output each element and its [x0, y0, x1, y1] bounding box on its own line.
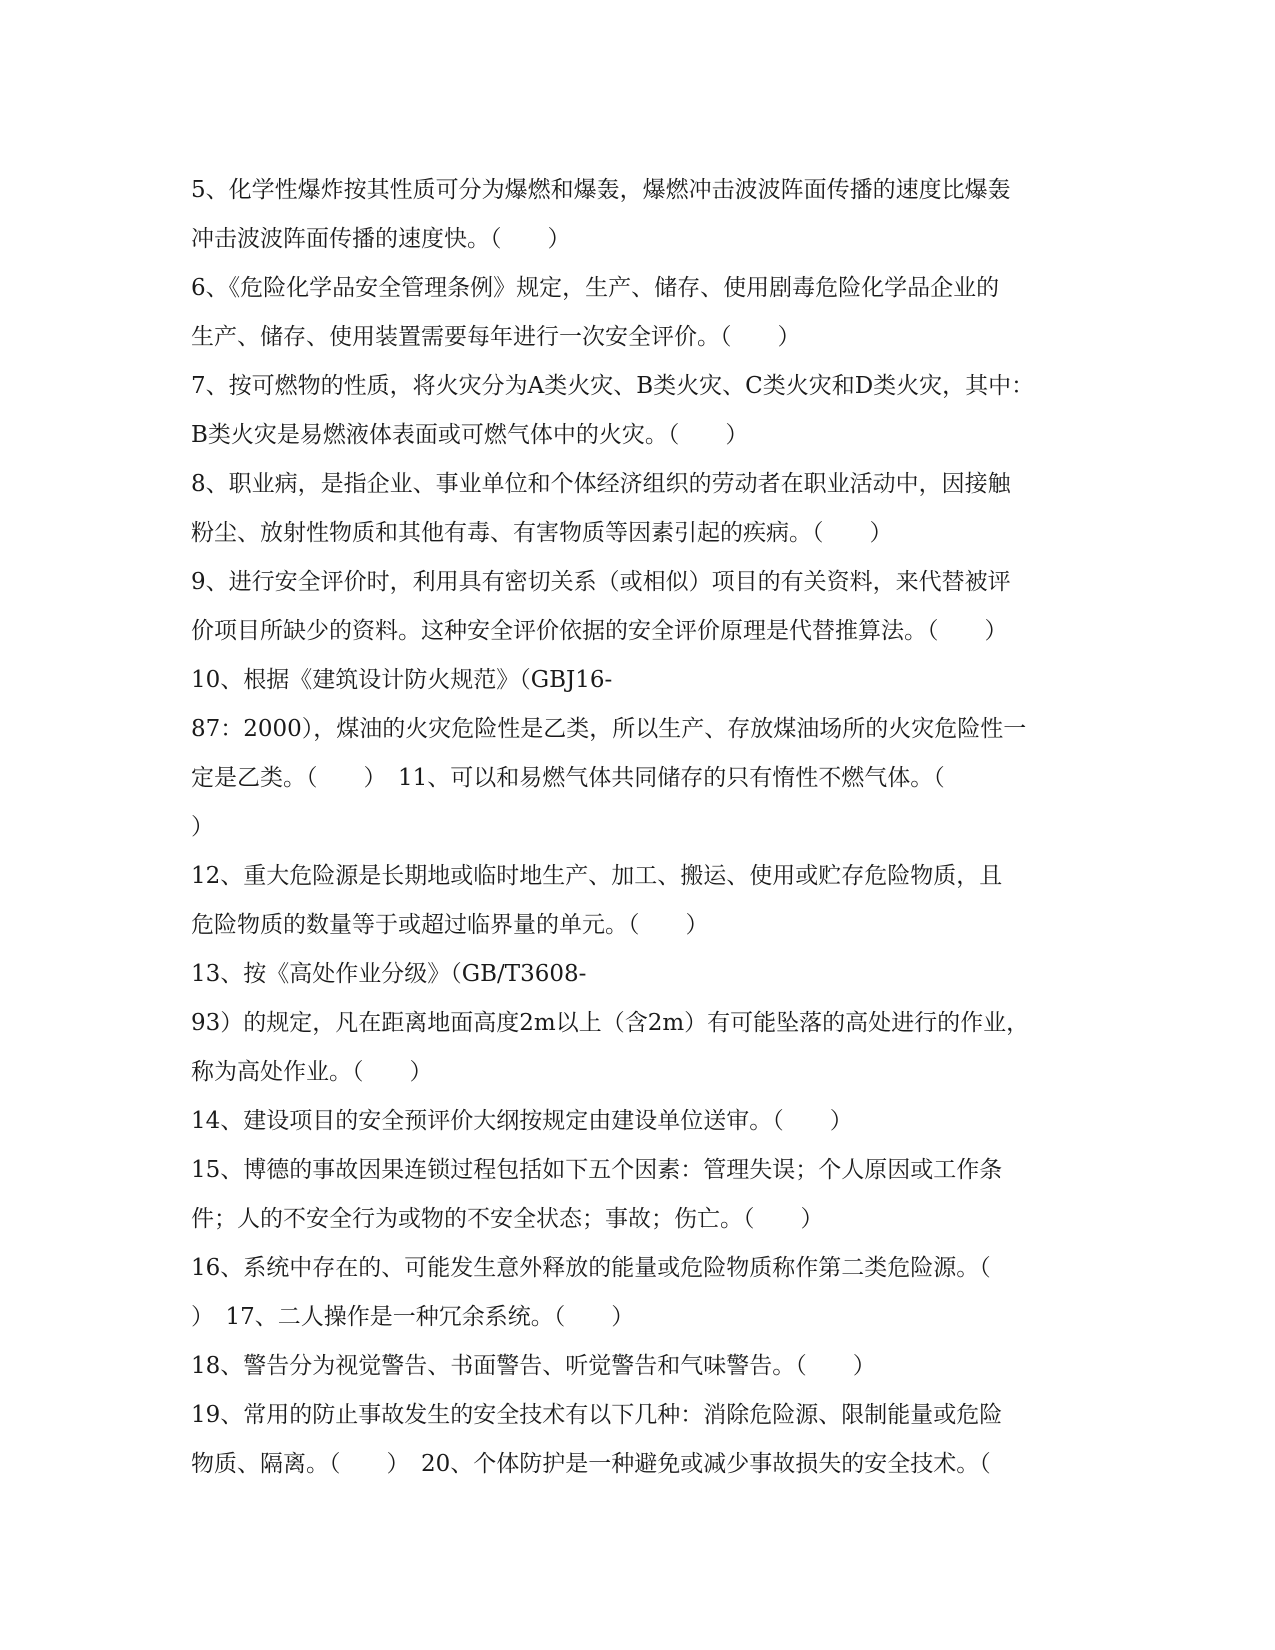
text-line: 19、常用的防止事故发生的安全技术有以下几种：消除危险源、限制能量或危险: [191, 1402, 1003, 1428]
text-line: ） 17、二人操作是一种冗余系统。（ ）: [191, 1304, 635, 1330]
text-line: 冲击波波阵面传播的速度快。（ ）: [191, 226, 571, 252]
text-line: 8、职业病，是指企业、事业单位和个体经济组织的劳动者在职业活动中，因接触: [191, 471, 1011, 497]
text-line: 称为高处作业。（ ）: [191, 1059, 433, 1085]
text-line: 16、系统中存在的、可能发生意外释放的能量或危险物质称作第二类危险源。（: [191, 1255, 991, 1281]
text-line: 价项目所缺少的资料。这种安全评价依据的安全评价原理是代替推算法。（ ）: [191, 618, 1008, 644]
text-line: 10、根据《建筑设计防火规范》（GBJ16-: [191, 667, 613, 693]
text-line: 13、按《高处作业分级》（GB/T3608-: [191, 961, 587, 987]
text-line: 18、警告分为视觉警告、书面警告、听觉警告和气味警告。（ ）: [191, 1353, 876, 1379]
text-line: 生产、储存、使用装置需要每年进行一次安全评价。（ ）: [191, 324, 801, 350]
text-line: 物质、隔离。（ ） 20、个体防护是一种避免或减少事故损失的安全技术。（: [191, 1451, 991, 1477]
text-line: 危险物质的数量等于或超过临界量的单元。（ ）: [191, 912, 709, 938]
text-line: 6、《危险化学品安全管理条例》规定，生产、储存、使用剧毒危险化学品企业的: [191, 275, 1000, 301]
text-line: 87：2000），煤油的火灾危险性是乙类，所以生产、存放煤油场所的火灾危险性一: [191, 716, 1027, 742]
question-list: [191, 166, 1081, 1489]
text-line: B类火灾是易燃液体表面或可燃气体中的火灾。（ ）: [191, 422, 749, 448]
text-line: 件；人的不安全行为或物的不安全状态；事故；伤亡。（ ）: [191, 1206, 824, 1232]
text-line: 12、重大危险源是长期地或临时地生产、加工、搬运、使用或贮存危险物质，且: [191, 863, 1003, 889]
text-line: 93）的规定，凡在距离地面高度2m以上（含2m）有可能坠落的高处进行的作业，: [191, 1010, 1030, 1036]
text-line: 定是乙类。（ ） 11、可以和易燃气体共同储存的只有惰性不燃气体。（: [191, 765, 945, 791]
text-line: 14、建设项目的安全预评价大纲按规定由建设单位送审。（ ）: [191, 1108, 853, 1134]
text-line: 15、博德的事故因果连锁过程包括如下五个因素：管理失误；个人原因或工作条: [191, 1157, 1003, 1183]
text-line: 5、化学性爆炸按其性质可分为爆燃和爆轰，爆燃冲击波波阵面传播的速度比爆轰: [191, 177, 1011, 203]
text-line: 粉尘、放射性物质和其他有毒、有害物质等因素引起的疾病。（ ）: [191, 520, 893, 546]
text-line: 7、按可燃物的性质，将火灾分为A类火灾、B类火灾、C类火灾和D类火灾，其中：: [191, 373, 1035, 399]
text-line: 9、进行安全评价时，利用具有密切关系（或相似）项目的有关资料，来代替被评: [191, 569, 1011, 595]
text-line: ）: [191, 814, 214, 840]
